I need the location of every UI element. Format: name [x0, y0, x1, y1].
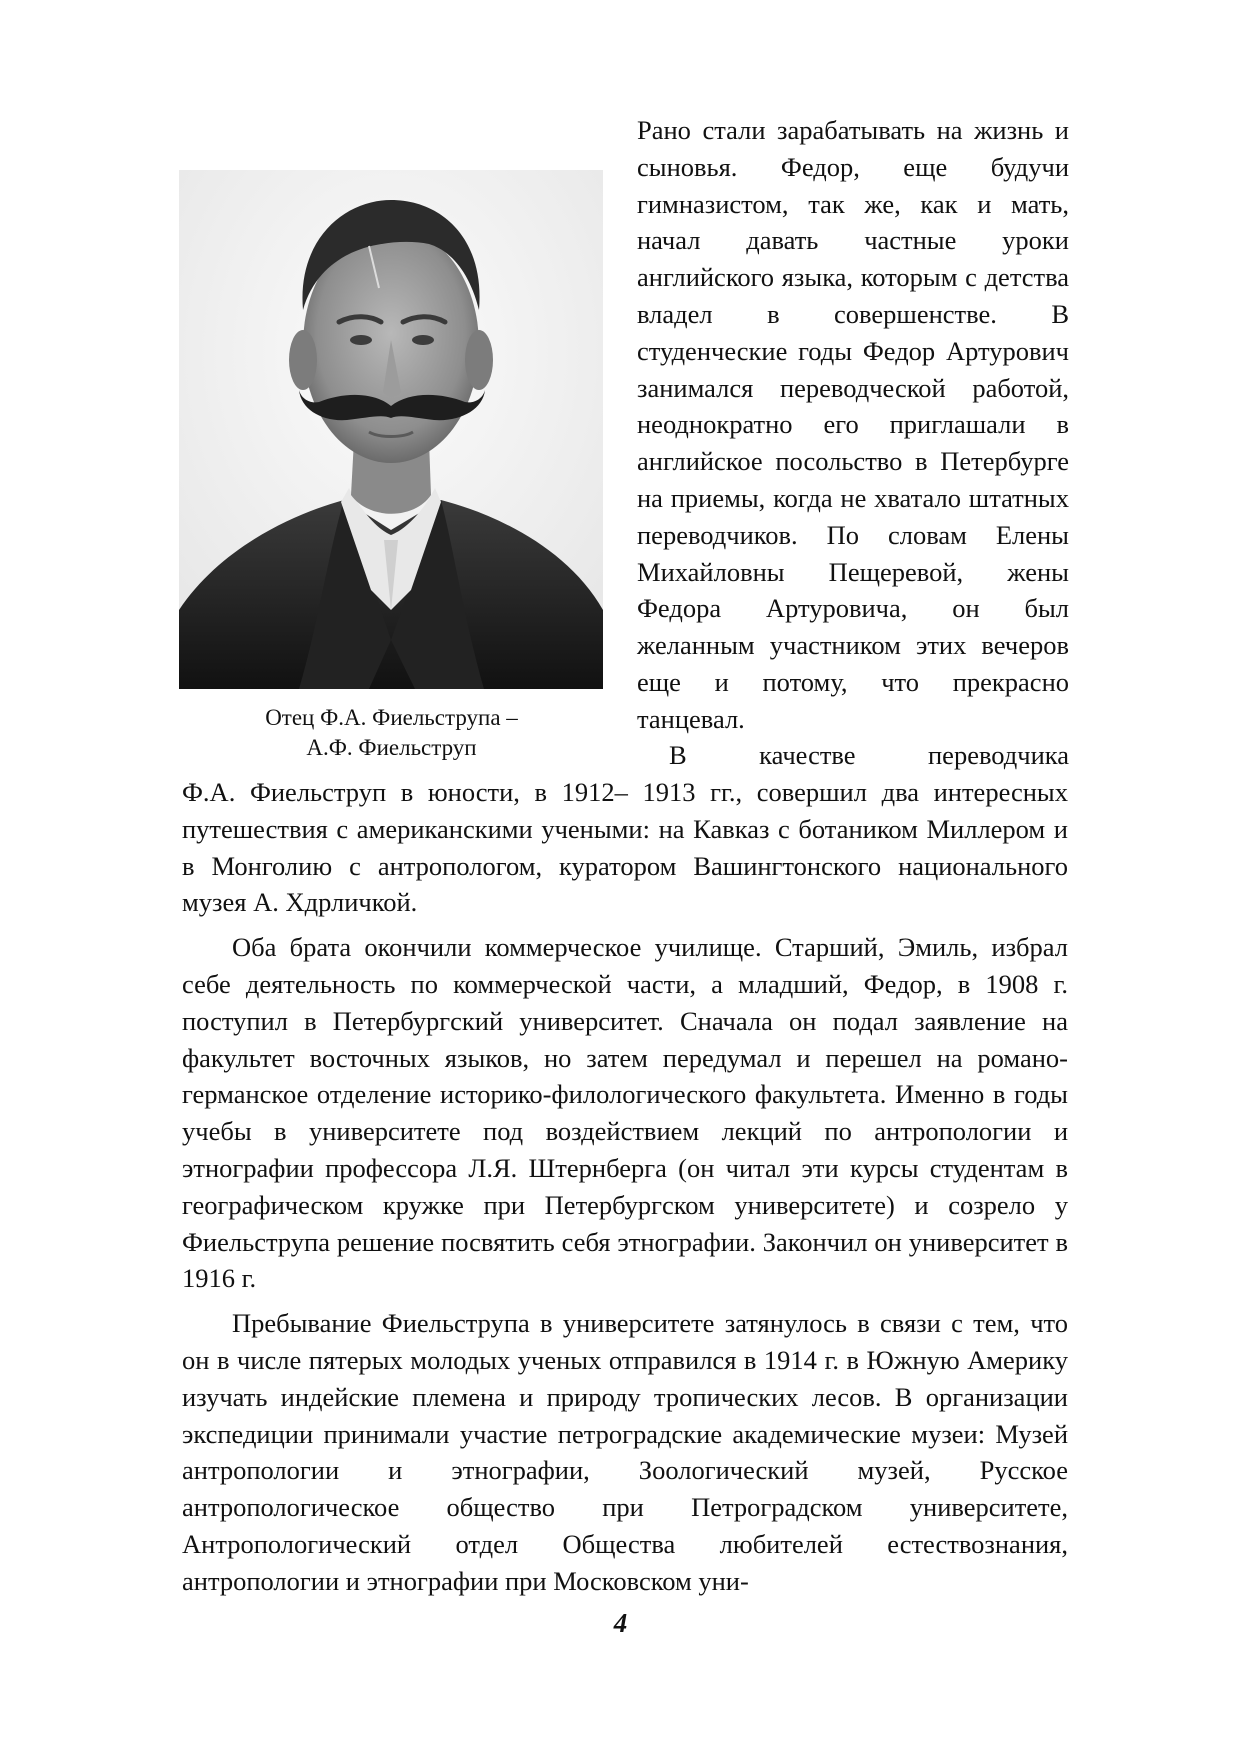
photo-caption [160, 703, 623, 763]
paragraph-expedition: Пребывание Фиельструпа в университете затянулось в связи с тем, что он в числе пятерых молодых ученых отправился в 1914 г. в Южную Америку изучать индейские племена и природу тропических лесов. В организации экспедиции принимали участие петроградские академические музеи: Музей антропологии и этнографии, Зоологический музей, Русское антропологическое общество при Петроградском университете, Антропологический отдел Общества любителей естествознания, антропологии и этнографии при Московском уни- [182, 1308, 1068, 1596]
paragraph-side: Рано стали зарабатывать на жизнь и сыновья. Федор, еще будучи гимназистом, так же, как и мать, начал давать частные уроки английского языка, которым с детства владел в совершенстве. В студенческие годы Федор Артурович занимался переводческой работой, неоднократно его приглашали в английское посольство в Петербурге на приемы, когда не хватало штатных переводчиков. По словам Елены Михайловны Пещеревой, жены Федора Артуровича, он был желанным участником этих вечеров еще и потому, что прекрасно танцевал. [637, 115, 1069, 734]
translator-lead: В качестве переводчика [669, 740, 1069, 770]
translator-lead-line [637, 737, 1069, 774]
paragraph-translator [182, 774, 1068, 921]
paragraph-brothers: Оба брата окончили коммерческое училище. Старший, Эмиль, избрал себе деятельность по коммерческой части, а младший, Федор, в 1908 г. поступил в Петербургский университет. Сначала он подал заявление на факультет восточных языков, но затем передумал и перешел на романо-германское отделение историко-филологического факультета. Именно в годы учебы в университете под воздействием лекций по антропологии и этнографии профессора Л.Я. Штернберга (он читал эти курсы студентам в географическом кружке при Петербургском университете) и созрело у Фиельструпа решение посвятить себя этнографии. Закончил он университет в 1916 г. [182, 932, 1068, 1294]
side-column [637, 112, 1069, 738]
page-number: 4 [613, 1608, 628, 1638]
portrait-photo [179, 170, 603, 689]
main-text [182, 774, 1068, 1600]
portrait-illustration [179, 170, 603, 689]
caption-line-2: А.Ф. Фиельструп [306, 735, 477, 760]
translator-rest: Ф.А. Фиельструп в юности, в 1912– 1913 гг., совершил два интересных путешествия с американскими учеными: на Кавказ с ботаником Миллером и в Монголию с антропологом, куратором Вашингтонского национального музея А. Хдрличкой. [182, 777, 1068, 918]
caption-line-1: Отец Ф.А. Фиельструпа – [265, 705, 518, 730]
